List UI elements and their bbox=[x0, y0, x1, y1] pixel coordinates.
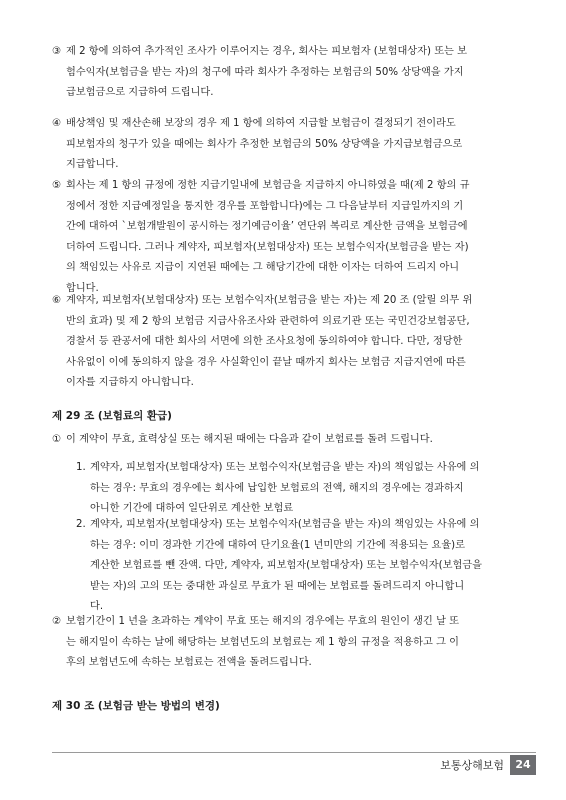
item-marker: ① bbox=[52, 434, 62, 445]
text-line: 계산한 보험료를 뺀 잔액. 다만, 계약자, 피보험자(보험대상자) 또는 보험수익자(보험금을 bbox=[90, 560, 482, 571]
article-29-subitem-1 bbox=[76, 458, 516, 520]
text-line: 회사는 제 1 항의 규정에 정한 지급기일내에 보험금을 지급하지 아니하였을 때(제 2 항의 규 bbox=[66, 180, 470, 191]
text-line: 합니다. bbox=[66, 282, 99, 294]
text-line: 정에서 정한 지급예정일을 통지한 경우를 포함합니다)에는 그 다음날부터 지급일까지의 기 bbox=[66, 200, 464, 212]
text-line: 계약자, 피보험자(보험대상자) 또는 보험수익자(보험금을 받는 자)는 제 20 조 (알릴 의무 위 bbox=[66, 295, 473, 306]
text-line: 더하여 드립니다. 그러나 계약자, 피보험자(보험대상자) 또는 보험수익자(보험금을 받는 자) bbox=[66, 241, 469, 253]
subitem-marker: 2. bbox=[76, 519, 86, 530]
text-line: 급보험금으로 지급하여 드립니다. bbox=[66, 87, 214, 98]
text-line: 의 책임있는 사유로 지급이 지연된 때에는 그 해당기간에 대한 이자는 더하여 드리지 아니 bbox=[66, 262, 460, 273]
text-line: 보험기간이 1 년을 초과하는 계약이 무효 또는 해지의 경우에는 무효의 원인이 생긴 날 또 bbox=[66, 616, 460, 627]
footer-title: 보통상해보험 bbox=[440, 759, 504, 772]
article-30-heading: 제 30 조 (보험금 받는 방법의 변경) bbox=[52, 700, 220, 712]
page-number-badge: 24 bbox=[510, 755, 536, 775]
text-line: 하는 경우: 무효의 경우에는 회사에 납입한 보험료의 전액, 해지의 경우에는 경과하지 bbox=[90, 482, 464, 494]
text-line: 피보험자의 청구가 있을 때에는 회사가 추정한 보험금의 50% 상당액을 가지급보험금으로 bbox=[66, 138, 463, 150]
text-line: 는 해지일이 속하는 날에 해당하는 보험년도의 보험료는 제 1 항의 규정을 적용하고 그 이 bbox=[66, 636, 460, 648]
clause-item-5 bbox=[52, 176, 514, 299]
clause-item-3 bbox=[52, 42, 514, 104]
item-marker: ⑤ bbox=[52, 180, 62, 191]
text-line: 계약자, 피보험자(보험대상자) 또는 보험수익자(보험금을 받는 자)의 책임있는 사유에 의 bbox=[90, 519, 480, 530]
item-marker: ④ bbox=[52, 118, 62, 129]
text-line: 제 2 항에 의하여 추가적인 조사가 이루어지는 경우, 회사는 피보험자 (보험대상자) 또는 보 bbox=[66, 46, 467, 57]
article-29-subitem-2 bbox=[76, 515, 516, 618]
clause-item-6 bbox=[52, 291, 514, 394]
article-29-item-1 bbox=[52, 430, 514, 451]
item-marker: ⑥ bbox=[52, 295, 62, 306]
clause-item-4 bbox=[52, 114, 514, 176]
text-line: 다. bbox=[90, 601, 104, 612]
text-line: 이 계약이 무효, 효력상실 또는 해지된 때에는 다음과 같이 보험료를 돌려 드립니다. bbox=[66, 434, 433, 445]
item-marker: ③ bbox=[52, 46, 62, 57]
article-29-heading: 제 29 조 (보험료의 환급) bbox=[52, 410, 172, 422]
text-line: 반의 효과) 및 제 2 항의 보험금 지급사유조사와 관련하여 의료기관 또는 국민건강보험공단, bbox=[66, 315, 470, 327]
footer-divider bbox=[52, 752, 536, 753]
text-line: 지급합니다. bbox=[66, 159, 119, 170]
text-line: 사유없이 이에 동의하지 않을 경우 사실확인이 끝날 때까지 회사는 보험금 지급지연에 따른 bbox=[66, 356, 466, 368]
text-line: 후의 보험년도에 속하는 보험료는 전액을 돌려드립니다. bbox=[66, 657, 312, 668]
text-line: 아니한 기간에 대하여 일단위로 계산한 보험료 bbox=[90, 503, 294, 514]
text-line: 배상책임 및 재산손해 보장의 경우 제 1 항에 의하여 지급할 보험금이 결정되기 전이라도 bbox=[66, 118, 456, 129]
article-29-item-2 bbox=[52, 612, 514, 674]
text-line: 경찰서 등 관공서에 대한 회사의 서면에 의한 조사요청에 동의하여야 합니다. 다만, 정당한 bbox=[66, 336, 463, 347]
text-line: 이자를 지급하지 아니합니다. bbox=[66, 377, 194, 388]
text-line: 계약자, 피보험자(보험대상자) 또는 보험수익자(보험금을 받는 자)의 책임없는 사유에 의 bbox=[90, 462, 480, 473]
text-line: 간에 대하여 `보험개발원이 공시하는 정기예금이율’ 연단위 복리로 계산한 금액을 보험금에 bbox=[66, 221, 468, 232]
text-line: 하는 경우: 이미 경과한 기간에 대하여 단기요율(1 년미만의 기간에 적용되는 요율)로 bbox=[90, 539, 465, 551]
text-line: 받는 자)의 고의 또는 중대한 과실로 무효가 된 때에는 보험료를 돌려드리지 아니합니 bbox=[90, 580, 465, 592]
subitem-marker: 1. bbox=[76, 462, 86, 473]
item-marker: ② bbox=[52, 616, 62, 627]
text-line: 험수익자(보험금을 받는 자)의 청구에 따라 회사가 추정하는 보험금의 50% 상당액을 가지 bbox=[66, 66, 464, 78]
